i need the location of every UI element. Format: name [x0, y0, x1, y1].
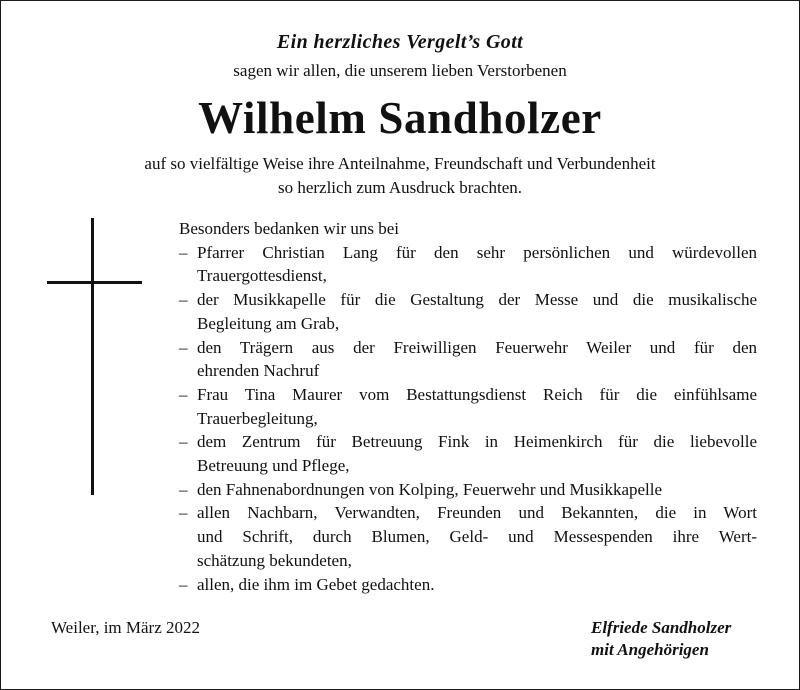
gratitude-line: so herzlich zum Ausdruck brachten.: [277, 178, 523, 197]
thanks-item-line: Pfarrer Christian Lang für den sehr persönlichen und würdevollen: [197, 242, 757, 262]
thanks-item-line: Begleitung am Grab,: [197, 313, 340, 333]
thanks-item: [179, 383, 757, 430]
gratitude-text: [1, 152, 799, 200]
signature-family: mit Angehörigen: [591, 640, 709, 659]
thanks-item-line: allen, die ihm im Gebet gedachten.: [197, 574, 435, 594]
thanks-item-line: Betreuung und Pflege,: [197, 456, 350, 476]
thanks-items: [179, 241, 757, 597]
thanks-item: [179, 430, 757, 477]
thanks-subheading: sagen wir allen, die unserem lieben Verstorbenen: [233, 61, 567, 80]
thanks-heading: Ein herzliches Vergelt’s Gott: [276, 31, 524, 53]
dash-bullet: –: [179, 574, 188, 594]
thanks-item: [179, 241, 757, 288]
thanks-item: [179, 501, 757, 572]
dash-bullet: –: [179, 503, 188, 523]
thanks-item-line: Frau Tina Maurer vom Bestattungsdienst Reich für die einfühlsame: [197, 384, 757, 404]
thanks-item: [179, 478, 757, 502]
thanks-item: [179, 336, 757, 383]
dash-bullet: –: [179, 337, 188, 357]
thanks-item-line: ehrenden Nachruf: [197, 361, 320, 381]
signature: [591, 617, 731, 661]
thanks-item-line: den Fahnenabordnungen von Kolping, Feuerwehr und Musikkapelle: [197, 479, 663, 499]
thanks-item-line: und Schrift, durch Blumen, Geld- und Messespenden ihre Wert-: [197, 527, 757, 547]
thanks-item-line: den Trägern aus der Freiwilligen Feuerwehr Weiler und für den: [197, 337, 757, 357]
thanks-item: [179, 288, 757, 335]
thanks-item-line: schätzung bekundeten,: [197, 550, 352, 570]
thanks-item-line: Trauergottesdienst,: [197, 266, 327, 286]
deceased-name: Wilhelm Sandholzer: [198, 93, 602, 143]
dash-bullet: –: [179, 242, 188, 262]
cross-icon: [91, 218, 94, 495]
dash-bullet: –: [179, 432, 188, 452]
thanks-intro: Besonders bedanken wir uns bei: [179, 219, 400, 238]
cross-icon-bar: [47, 281, 142, 284]
thanks-item-line: Trauerbegleitung,: [197, 408, 318, 428]
thanks-item-line: allen Nachbarn, Verwandten, Freunden und Bekannten, die in Wort: [197, 503, 757, 523]
dash-bullet: –: [179, 290, 188, 310]
thanks-item: [179, 573, 757, 597]
place-date: Weiler, im März 2022: [51, 618, 201, 637]
dash-bullet: –: [179, 384, 188, 404]
gratitude-line: auf so vielfältige Weise ihre Anteilnahme, Freundschaft und Verbundenheit: [144, 154, 656, 173]
signature-name: Elfriede Sandholzer: [591, 618, 732, 637]
dash-bullet: –: [179, 479, 188, 499]
thanks-item-line: dem Zentrum für Betreuung Fink in Heimenkirch für die liebevolle: [197, 432, 757, 452]
thanks-list: [179, 217, 757, 596]
thanks-item-line: der Musikkapelle für die Gestaltung der Messe und die musikalische: [197, 290, 757, 310]
